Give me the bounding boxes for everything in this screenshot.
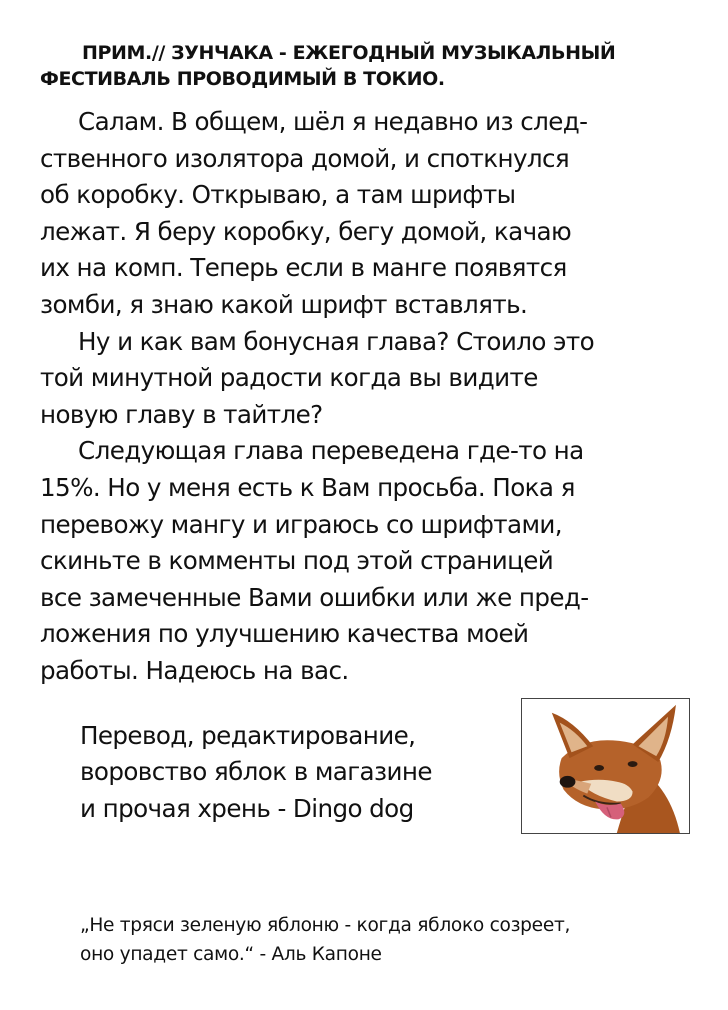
body-line: новую главу в тайтле? [40,399,323,429]
quote-line: „Не тряси зеленую яблоню - когда яблоко созреет, [80,915,571,936]
note-line-1: ПРИМ.// ЗУНЧАКА - ЕЖЕГОДНЫЙ МУЗЫКАЛЬНЫЙ [82,42,616,64]
body-line: 15%. Но у меня есть к Вам просьба. Пока я [40,472,575,502]
main-text [40,104,700,690]
body-line: Салам. В общем, шёл я недавно из след- [78,107,588,136]
body-line: зомби, я знаю какой шрифт вставлять. [40,289,528,319]
body-line: все замеченные Вами ошибки или же пред- [40,582,589,612]
body-line: их на комп. Теперь если в манге появятся [40,253,567,283]
body-line: скиньте в комменты под этой страницей [40,546,554,576]
credits-line: и прочая хрень - Dingo dog [80,793,414,823]
body-line: Следующая глава переведена где-то на [78,436,584,466]
body-line: Ну и как вам бонусная глава? Стоило это [78,326,595,356]
body-line: той минутной радости когда вы видите [40,363,538,393]
dingo-dog-photo [521,698,690,834]
body-line: лежат. Я беру коробку, бегу домой, качаю [40,216,572,246]
credits [80,718,500,827]
credits-line: воровство яблок в магазине [80,757,432,787]
note-line-2: ФЕСТИВАЛЬ ПРОВОДИМЫЙ В ТОКИО. [40,68,445,90]
body-line: ложения по улучшению качества моей [40,619,529,649]
quote [80,911,690,969]
body-line: перевожу мангу и играюсь со шрифтами, [40,509,563,539]
quote-line: оно упадет само.“ - Аль Капоне [80,944,382,965]
dog-icon [522,699,689,833]
body-line: ственного изолятора домой, и споткнулся [40,143,570,173]
credits-line: Перевод, редактирование, [80,721,416,750]
body-line: об коробку. Открываю, а там шрифты [40,180,516,210]
translator-note [40,40,690,92]
body-line: работы. Надеюсь на вас. [40,655,349,685]
